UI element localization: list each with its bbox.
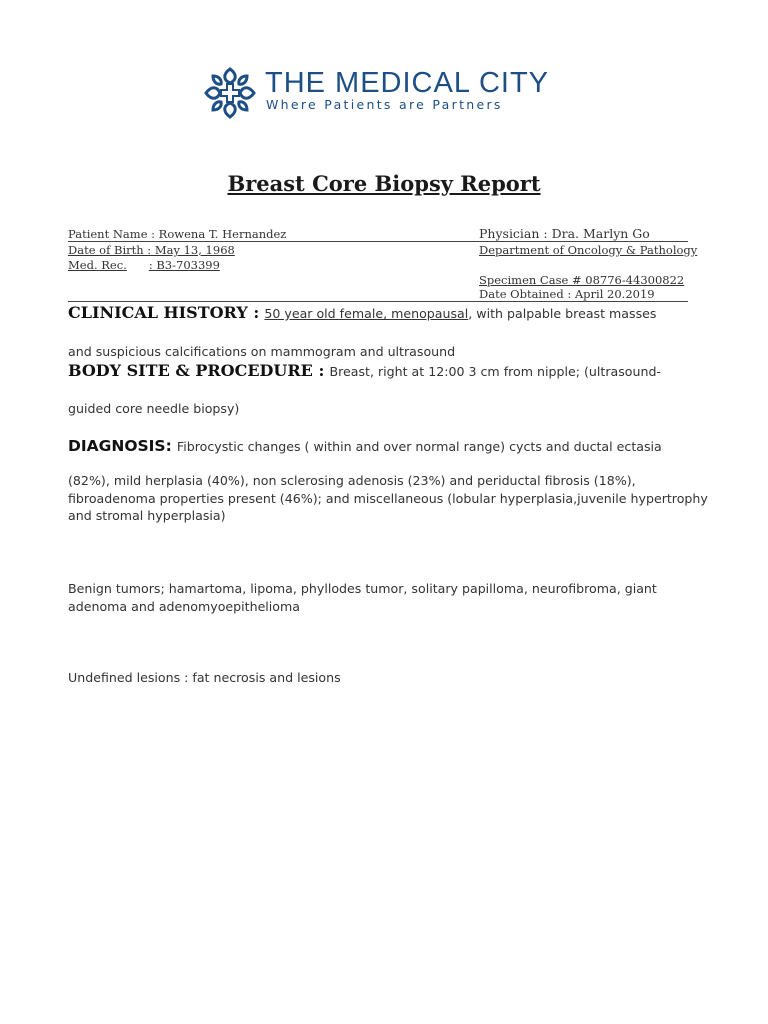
medrec-label: Med. Rec. — [68, 258, 127, 272]
medical-record — [68, 258, 220, 272]
diagnosis-line — [68, 436, 662, 455]
body-site-line-2: guided core needle biopsy) — [68, 401, 240, 416]
patient-name: Patient Name : Rowena T. Hernandez — [68, 227, 287, 241]
hospital-logo — [203, 66, 568, 120]
clinical-history-text: , with palpable breast masses — [468, 306, 657, 321]
date-of-birth: Date of Birth : May 13, 1968 — [68, 243, 235, 257]
date-obtained: Date Obtained : April 20.2019 — [479, 287, 655, 301]
logo-name: THE MEDICAL CITY — [265, 67, 550, 99]
cross-sun-emblem-icon — [203, 66, 257, 120]
diagnosis-paragraph: (82%), mild herplasia (40%), non sclerosing adenosis (23%) and periductal fibrosis (18%), fibroadenoma properties present (46%); and miscellaneous (lobular hyperplasia,juvenile hypertrophy and stromal hyperplasia) — [68, 473, 708, 523]
diagnosis-label: DIAGNOSIS: — [68, 437, 172, 455]
divider-line — [68, 301, 688, 302]
undefined-lesions-paragraph: Undefined lesions : fat necrosis and lesions — [68, 670, 341, 685]
clinical-history-line-2: and suspicious calcifications on mammogram and ultrasound — [68, 344, 456, 359]
specimen-case: Specimen Case # 08776-44300822 — [479, 273, 685, 287]
logo-tagline: Where Patients are Partners — [266, 97, 503, 112]
medrec-value: : B3-703399 — [148, 258, 220, 272]
clinical-history-underlined: 50 year old female, menopausal — [264, 306, 469, 321]
body-site-text: Breast, right at 12:00 3 cm from nipple; (ultrasound- — [329, 364, 661, 379]
clinical-history-line — [68, 303, 656, 322]
physician-name: Physician : Dra. Marlyn Go — [479, 226, 650, 241]
department: Department of Oncology & Pathology — [479, 243, 698, 257]
benign-tumors-paragraph: Benign tumors; hamartoma, lipoma, phyllodes tumor, solitary papilloma, neurofibroma, giant adenoma and adenomyoepithelioma — [68, 581, 657, 614]
report-title: Breast Core Biopsy Report — [227, 171, 541, 196]
divider-line — [68, 241, 688, 242]
body-site-line — [68, 361, 661, 380]
diagnosis-text: Fibrocystic changes ( within and over normal range) cycts and ductal ectasia — [176, 439, 662, 454]
clinical-history-label: CLINICAL HISTORY : — [68, 303, 260, 322]
body-site-label: BODY SITE & PROCEDURE : — [68, 361, 325, 380]
